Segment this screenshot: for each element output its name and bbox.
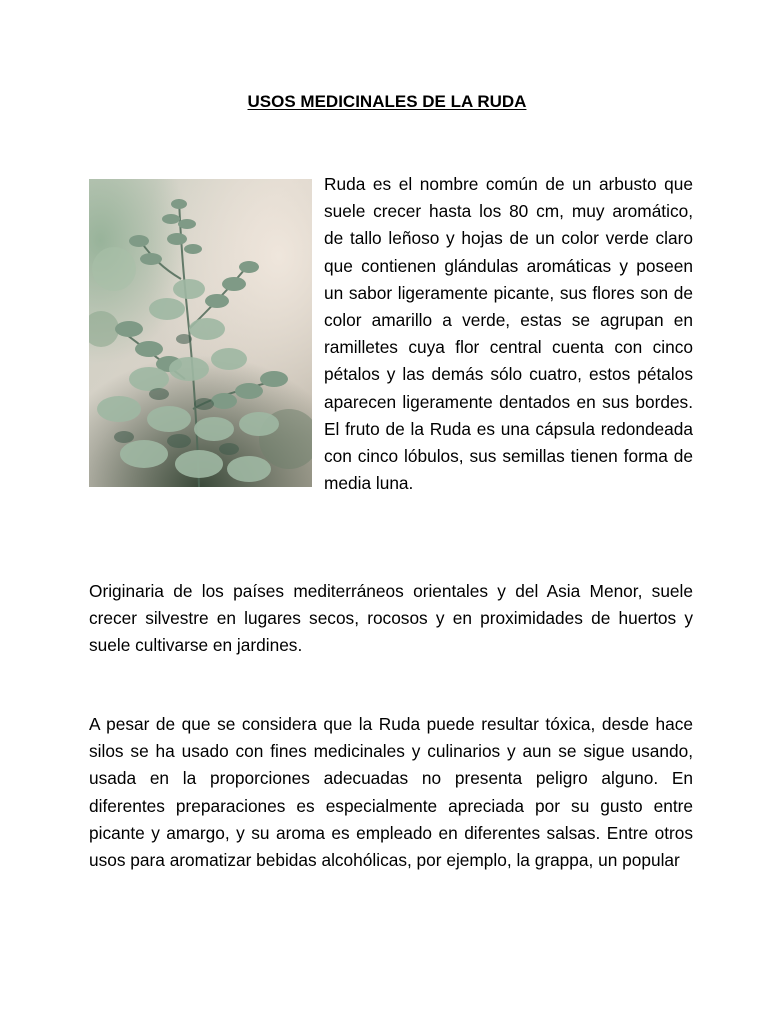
document-title: USOS MEDICINALES DE LA RUDA [247,92,527,111]
paragraph-origin: Originaria de los países mediterráneos orientales y del Asia Menor, suele crecer silvestre en lugares secos, rocosos y en proximidades de huertos y suele cultivarse en jardines. [89,581,693,656]
paragraph-text: Ruda es el nombre común de un arbusto que suele crecer hasta los 80 cm, muy aromático, de tallo leñoso y hojas de un color verde claro que contienen glándulas aromáticas y poseen un sabor ligeramente picante, sus flores son de color amarillo a verde, estas se agrupan en ramilletes cuya flor central cuenta con cinco pétalos y las demás sólo cuatro, estos pétalos aparecen ligeramente dentados en sus bordes. El fruto de la Ruda es una cápsula redondeada con cinco lóbulos, sus semillas tienen forma de media luna. [324,174,693,494]
image-spacer [89,171,324,489]
paragraph-description [89,171,693,497]
paragraph-uses: A pesar de que se considera que la Ruda puede resultar tóxica, desde hace silos se ha usado con fines medicinales y culinarios y aun se sigue usando, usada en la proporciones adecuadas no presenta peligro alguno. En diferentes preparaciones es especialmente apreciada por su gusto entre picante y amargo, y su aroma es empleado en diferentes salsas. Entre otros usos para aromatizar bebidas alcohólicas, por ejemplo, la grappa, un popular [89,714,693,871]
